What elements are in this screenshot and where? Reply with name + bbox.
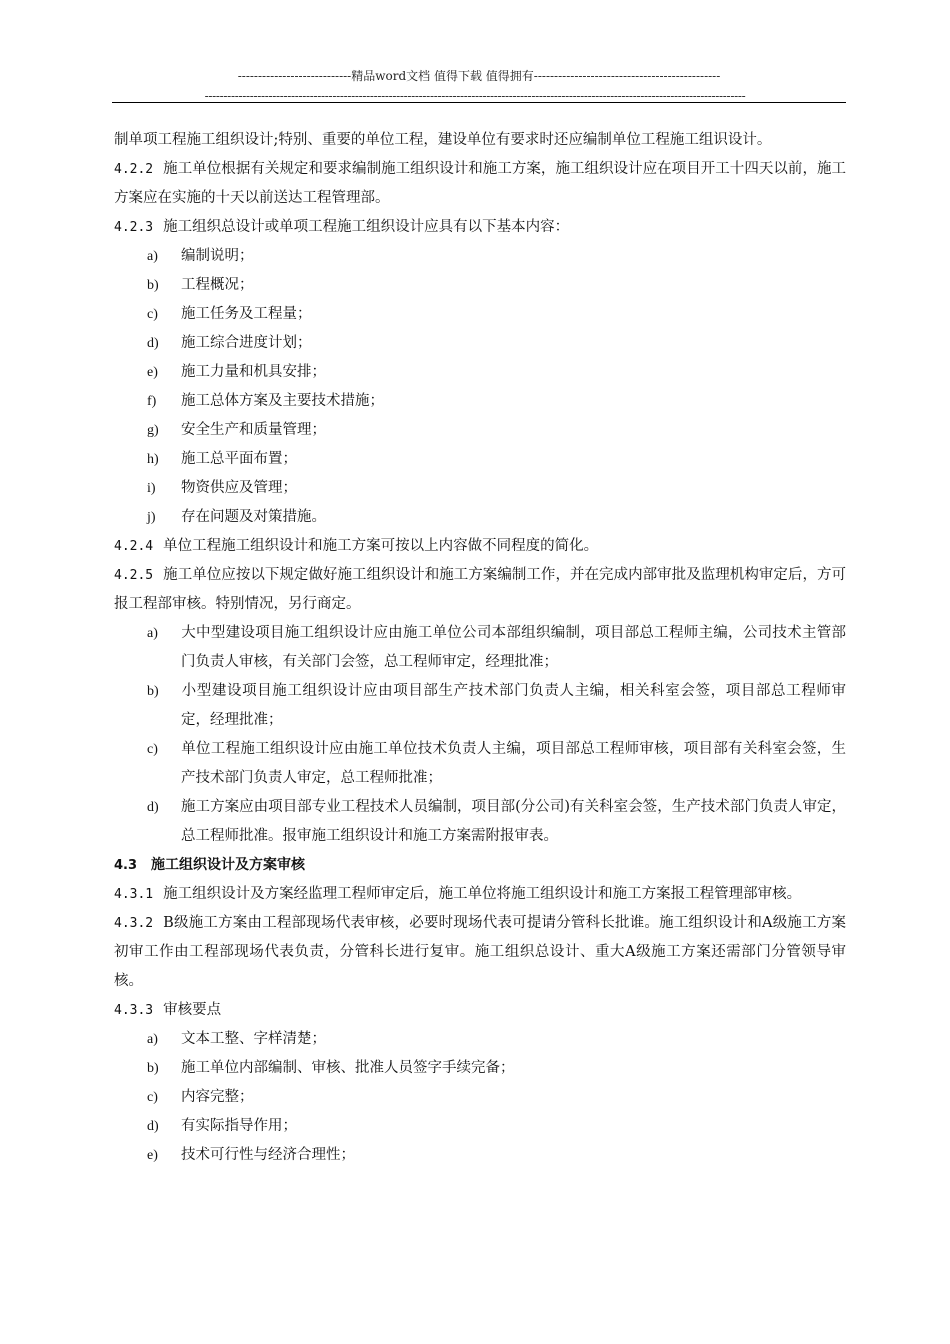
list-item — [147, 474, 846, 503]
list-label: b) — [147, 1061, 159, 1076]
section-number: 4.3.1 — [114, 887, 154, 902]
list-item — [147, 445, 846, 474]
list-item — [147, 1054, 846, 1083]
list-label: d) — [147, 1119, 159, 1134]
list-item — [147, 387, 846, 416]
list-text: 施工总平面布置； — [181, 451, 297, 467]
section-number: 4.2.3 — [114, 220, 154, 235]
header-dash-line: ------------------------------------------------------------------------------------------------------------------------------------------------ — [204, 89, 746, 103]
list-item — [147, 677, 846, 735]
section-text: 施工单位应按以下规定做好施工组织设计和施工方案编制工作，并在完成内部审批及监理机构审定后，方可报工程部审核。特别情况，另行商定。 — [114, 567, 846, 612]
list-label: d) — [147, 336, 159, 351]
list-text: 编制说明； — [181, 248, 254, 264]
list-text: 存在问题及对策措施。 — [181, 509, 326, 525]
section-text: B级施工方案由工程部现场代表审核，必要时现场代表可提请分管科长批谁。施工组织设计和A级施工方案初审工作由工程部现场代表负责，分管科长进行复审。施工组织总设计、重大A级施工方案还需部门分管领导审核。 — [114, 915, 846, 989]
section-4-2-3 — [114, 213, 846, 242]
list-label: c) — [147, 307, 158, 322]
section-number: 4.2.5 — [114, 568, 154, 583]
list-item — [147, 358, 846, 387]
list-item — [147, 300, 846, 329]
list-label: c) — [147, 1090, 158, 1105]
section-4-2-2 — [114, 155, 846, 213]
list-item — [147, 1083, 846, 1112]
list-text: 技术可行性与经济合理性； — [181, 1147, 355, 1163]
section-title: 施工组织设计及方案审核 — [151, 857, 306, 873]
list-item — [147, 735, 846, 793]
section-4-2-5 — [114, 561, 846, 619]
list-item — [147, 242, 846, 271]
list-label: d) — [147, 800, 159, 815]
list-text: 安全生产和质量管理； — [181, 422, 326, 438]
section-heading-4-3 — [114, 851, 846, 880]
list-label: a) — [147, 249, 158, 264]
list-label: b) — [147, 278, 159, 293]
list-item — [147, 1025, 846, 1054]
section-text: 单位工程施工组织设计和施工方案可按以上内容做不同程度的简化。 — [163, 538, 599, 554]
list-item — [147, 619, 846, 677]
section-4-2-4 — [114, 532, 846, 561]
section-number: 4.3.2 — [114, 916, 154, 931]
section-4-3-3 — [114, 996, 846, 1025]
list-label: f) — [147, 394, 157, 409]
list-text: 施工任务及工程量； — [181, 306, 312, 322]
header-rule — [112, 102, 846, 103]
list-label: j) — [147, 510, 156, 525]
section-text: 审核要点 — [163, 1002, 222, 1018]
list-text: 大中型建设项目施工组织设计应由施工单位公司本部组织编制，项目部总工程师主编，公司技术主管部门负责人审核，有关部门会签，总工程师审定，经理批准； — [181, 625, 846, 670]
document-body — [114, 126, 846, 1170]
section-number: 4.3.3 — [114, 1003, 154, 1018]
list-text: 工程概况； — [181, 277, 254, 293]
list-text: 小型建设项目施工组织设计应由项目部生产技术部门负责人主编，相关科室会签，项目部总工程师审定，经理批准； — [181, 683, 846, 728]
list-item — [147, 329, 846, 358]
list-label: i) — [147, 481, 156, 496]
page-header — [0, 68, 950, 104]
section-4-3-1 — [114, 880, 846, 909]
list-text: 施工综合进度计划； — [181, 335, 312, 351]
intro-paragraph: 制单项工程施工组织设计;特别、重要的单位工程，建设单位有要求时还应编制单位工程施工组识设计。 — [114, 132, 772, 148]
list-text: 物资供应及管理； — [181, 480, 297, 496]
list-label: b) — [147, 684, 159, 699]
list-text: 施工总体方案及主要技术措施； — [181, 393, 384, 409]
list-text: 施工方案应由项目部专业工程技术人员编制，项目部(分公司)有关科室会签，生产技术部门负责人审定，总工程师批准。报审施工组织设计和施工方案需附报审表。 — [181, 799, 846, 844]
section-4-3-2 — [114, 909, 846, 996]
section-number: 4.2.2 — [114, 162, 154, 177]
list-item — [147, 793, 846, 851]
list-label: c) — [147, 742, 158, 757]
list-text: 单位工程施工组织设计应由施工单位技术负责人主编，项目部总工程师审核，项目部有关科室会签，生产技术部门负责人审定，总工程师批准； — [181, 741, 846, 786]
section-text: 施工组织设计及方案经监理工程师审定后，施工单位将施工组织设计和施工方案报工程管理部审核。 — [163, 886, 802, 902]
section-text: 施工组织总设计或单项工程施工组织设计应具有以下基本内容： — [163, 219, 570, 235]
list-label: a) — [147, 626, 158, 641]
list-item — [147, 503, 846, 532]
section-text: 施工单位根据有关规定和要求编制施工组织设计和施工方案，施工组织设计应在项目开工十四天以前，施工方案应在实施的十天以前送达工程管理部。 — [114, 161, 846, 206]
list-item — [147, 271, 846, 300]
section-number: 4.2.4 — [114, 539, 154, 554]
header-banner: ----------------------------精品word文档 值得下载 值得拥有---------------------------------------------- — [237, 69, 721, 83]
list-text: 有实际指导作用； — [181, 1118, 297, 1134]
list-text: 内容完整； — [181, 1089, 254, 1105]
list-text: 施工单位内部编制、审核、批准人员签字手续完备； — [181, 1060, 515, 1076]
list-item — [147, 416, 846, 445]
list-label: e) — [147, 365, 158, 380]
list-item — [147, 1112, 846, 1141]
list-label: e) — [147, 1148, 158, 1163]
list-item — [147, 1141, 846, 1170]
list-label: g) — [147, 423, 159, 438]
list-text: 文本工整、字样清楚； — [181, 1031, 326, 1047]
section-number: 4.3 — [114, 858, 138, 873]
list-label: h) — [147, 452, 159, 467]
list-label: a) — [147, 1032, 158, 1047]
list-text: 施工力量和机具安排； — [181, 364, 326, 380]
